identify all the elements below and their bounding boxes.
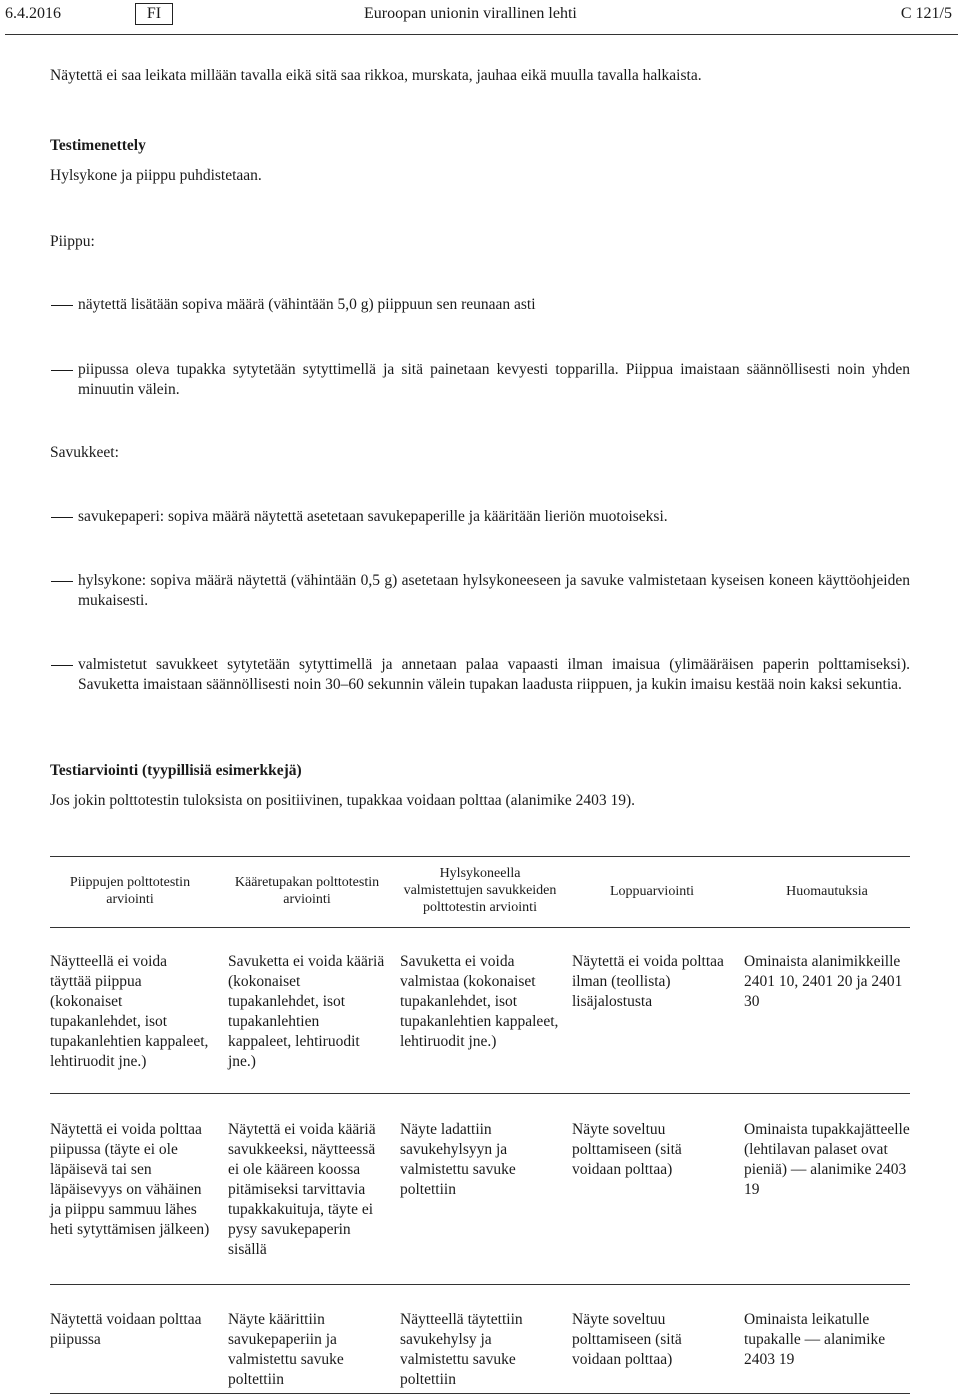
cigarette-label: Savukkeet:	[50, 444, 119, 461]
table-cell: Näytettä ei voida kääriä savukkeeksi, näytteessä ei ole kääreen koossa pitämiseksi tarvittavia tupakkakuituja, täyte ei pysy savukepaperin sisällä	[228, 1121, 376, 1258]
table-header-notes: Huomautuksia	[786, 884, 868, 899]
cigarette-item-text: valmistetut savukkeet sytytetään sytyttimellä ja annetaan palaa vapaasti ilman imaisua (ylimääräisen paperin polttamiseksi). Savuketta imaistaan säännöllisesti noin 30–60 sekunnin välein tupakan laadusta riippuen, ja kukin imaisu kestää noin kaksi sekuntia.	[78, 656, 910, 693]
intro-paragraph: Näytettä ei saa leikata millään tavalla eikä sitä saa rikkoa, murskata, jauhaa eikä muulla tavalla halkaista.	[50, 67, 702, 84]
table-row-rule	[50, 1284, 910, 1285]
table-header-tube: Hylsykoneella valmistettujen savukkeiden polttotestin arviointi	[403, 866, 557, 915]
table-cell: Näytteellä ei voida täyttää piippua (kokonaiset tupakanlehdet, isot tupakanlehtien kappaleet, lehtiruodit jne.)	[50, 953, 209, 1070]
table-cell: Näytettä ei voida polttaa ilman (teollista) lisäjalostusta	[572, 953, 724, 1010]
pipe-item	[50, 360, 910, 400]
header-language: FI	[135, 3, 173, 25]
table-cell: Näyte soveltuu polttamiseen (sitä voidaan polttaa)	[572, 1311, 682, 1368]
test-heading: Testimenettely	[50, 137, 146, 154]
evaluation-line: Jos jokin polttotestin tuloksista on positiivinen, tupakkaa voidaan polttaa (alanimike 2403 19).	[50, 792, 636, 809]
table-header-rolling: Kääretupakan polttotestin arviointi	[234, 875, 380, 907]
evaluation-heading: Testiarviointi (tyypillisiä esimerkkejä)	[50, 762, 302, 779]
pipe-item	[50, 295, 910, 315]
table-top-rule	[50, 856, 910, 857]
pipe-item-text: näytettä lisätään sopiva määrä (vähintään 5,0 g) piippuun sen reunaan asti	[78, 296, 536, 313]
table-cell: Savuketta ei voida kääriä (kokonaiset tupakanlehdet, isot tupakanlehtien kappaleet, lehtiruodit jne.)	[228, 953, 385, 1070]
header-date: 6.4.2016	[5, 5, 61, 22]
table-header-final: Loppuarviointi	[610, 884, 694, 899]
table-cell: Näyte käärittiin savukepaperiin ja valmistettu savuke poltettiin	[228, 1311, 344, 1388]
table-cell: Ominaista tupakkajätteelle (lehtilavan palaset ovat pieniä) — alanimike 2403 19	[744, 1121, 910, 1198]
table-cell: Savuketta ei voida valmistaa (kokonaiset tupakanlehdet, isot tupakanlehtien kappaleet, lehtiruodit jne.)	[400, 953, 559, 1050]
table-cell: Näytettä voidaan polttaa piipussa	[50, 1311, 202, 1348]
table-cell: Näyte ladattiin savukehylsyyn ja valmistettu savuke poltettiin	[400, 1121, 516, 1198]
header-journal-title: Euroopan unionin virallinen lehti	[364, 5, 577, 22]
table-cell: Näyte soveltuu polttamiseen (sitä voidaan polttaa)	[572, 1121, 682, 1178]
page-header	[0, 0, 960, 34]
header-rule	[5, 34, 958, 35]
pipe-label: Piippu:	[50, 233, 95, 250]
table-bottom-rule	[50, 1393, 910, 1394]
table-cell: Ominaista leikatulle tupakalle — alanimike 2403 19	[744, 1311, 886, 1368]
pipe-item-text: piipussa oleva tupakka sytytetään sytyttimellä ja sitä painetaan kevyesti topparilla. Piippua imaistaan säännöllisesti noin yhden minuutin välein.	[78, 361, 910, 398]
table-header-pipe: Piippujen polttotestin arviointi	[69, 875, 191, 907]
table-cell: Näytteellä täytettiin savukehylsy ja valmistettu savuke poltettiin	[400, 1311, 523, 1388]
cigarette-item	[50, 571, 910, 611]
cigarette-item-text: savukepaperi: sopiva määrä näytettä asetetaan savukepaperille ja kääritään lieriön muotoiseksi.	[78, 508, 668, 525]
cigarette-item	[50, 655, 910, 695]
header-page-number: C 121/5	[900, 5, 952, 22]
test-line: Hylsykone ja piippu puhdistetaan.	[50, 167, 262, 184]
table-header-rule	[50, 927, 910, 928]
table-cell: Näytettä ei voida polttaa piipussa (täyte ei ole läpäisevä tai sen läpäisevyys on vähäinen ja piippu sammuu lähes heti sytyttämisen jälkeen)	[50, 1121, 210, 1238]
table-cell: Ominaista alanimikkeille 2401 10, 2401 20 ja 2401 30	[744, 953, 903, 1010]
cigarette-item	[50, 507, 910, 527]
cigarette-item-text: hylsykone: sopiva määrä näytettä (vähintään 0,5 g) asetetaan hylsykoneeseen ja savuke valmistetaan kyseisen koneen käyttöohjeiden mukaisesti.	[78, 572, 910, 609]
table-row-rule	[50, 1093, 910, 1094]
